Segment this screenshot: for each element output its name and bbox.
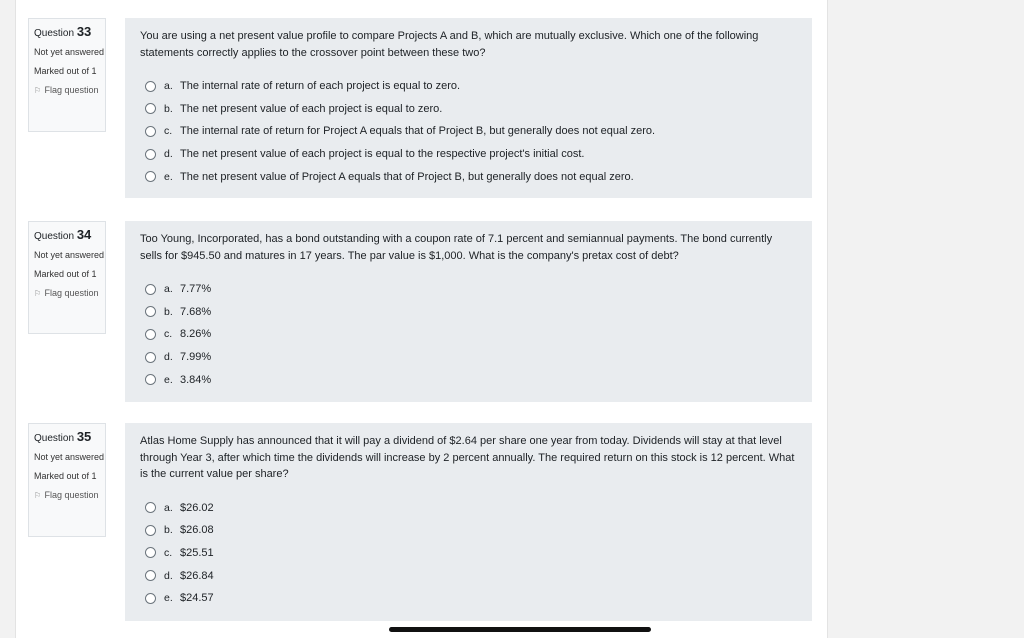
radio-button[interactable] [145,525,156,536]
question-content [125,18,812,198]
answer-options [140,278,797,391]
answer-option[interactable] [145,278,797,301]
question-info [28,221,106,334]
question-grade: Marked out of 1 [34,471,97,481]
answer-option[interactable] [145,519,797,542]
option-letter: d. [164,569,173,582]
option-text: $25.51 [180,546,214,559]
flag-icon: ⚐ [34,491,42,500]
question-number [34,24,105,39]
option-text: The net present value of each project is equal to zero. [180,102,443,115]
flag-label: Flag question [44,288,99,298]
question-text: Too Young, Incorporated, has a bond outstanding with a coupon rate of 7.1 percent and semiannual payments. The bond currently sells for $945.50 and matures in 17 years. The par value is $1,000. What is the company's pretax cost of debt? [140,233,773,262]
option-letter: c. [164,546,173,559]
question-number [34,429,105,444]
flag-question-link[interactable] [34,488,105,503]
radio-button[interactable] [145,329,156,340]
answer-option[interactable] [145,301,797,324]
question-info [28,423,106,537]
flag-question-link[interactable] [34,286,105,301]
option-text: 7.99% [180,351,212,364]
flag-question-link[interactable] [34,83,105,98]
radio-button[interactable] [145,593,156,604]
answer-option[interactable] [145,564,797,587]
question-number-value: 33 [76,24,92,39]
option-letter: d. [164,351,173,364]
answer-option[interactable] [145,75,797,98]
option-text: The internal rate of return of each project is equal to zero. [180,80,461,93]
question-number [34,227,105,242]
radio-button[interactable] [145,171,156,182]
answer-option[interactable] [145,323,797,346]
home-indicator [389,627,651,632]
option-text: 7.68% [180,305,212,318]
answer-option[interactable] [145,368,797,391]
option-text: $26.08 [180,524,214,537]
radio-button[interactable] [145,284,156,295]
option-letter: c. [164,125,173,138]
option-letter: b. [164,524,173,537]
answer-option[interactable] [145,120,797,143]
option-text: The internal rate of return for Project A equals that of Project B, but generally does not equal zero. [180,125,656,138]
question-content [125,423,812,621]
radio-button[interactable] [145,547,156,558]
radio-button[interactable] [145,502,156,513]
answer-options [140,497,797,610]
question-content [125,221,812,402]
answer-option[interactable] [145,98,797,121]
question-state: Not yet answered [34,250,105,260]
radio-button[interactable] [145,570,156,581]
flag-icon: ⚐ [34,86,42,95]
question-state: Not yet answered [34,47,105,57]
question-info [28,18,106,132]
radio-button[interactable] [145,103,156,114]
option-letter: b. [164,102,173,115]
question-label: Question [34,28,75,39]
radio-button[interactable] [145,81,156,92]
question-text: Atlas Home Supply has announced that it will pay a dividend of $2.64 per share one year from today. Dividends will stay at that level through Year 3, after which time the dividends will increase by 2 percent annually. The required return on this stock is 12 percent. What is the current value per share? [140,435,795,480]
quiz-page [15,0,828,638]
radio-button[interactable] [145,306,156,317]
answer-option[interactable] [145,165,797,188]
option-letter: e. [164,373,173,386]
radio-button[interactable] [145,352,156,363]
option-text: 8.26% [180,328,212,341]
answer-option[interactable] [145,497,797,520]
option-letter: d. [164,148,173,161]
flag-label: Flag question [44,490,99,500]
option-letter: e. [164,592,173,605]
question-label: Question [34,433,75,444]
option-text: 7.77% [180,283,212,296]
option-text: $24.57 [180,592,214,605]
answer-option[interactable] [145,346,797,369]
option-letter: a. [164,283,173,296]
option-text: The net present value of each project is equal to the respective project's initial cost. [180,148,585,161]
question-state: Not yet answered [34,452,105,462]
option-letter: a. [164,501,173,514]
question-text: You are using a net present value profile to compare Projects A and B, which are mutually exclusive. Which one of the following statements correctly applies to the crossover point between these two? [140,30,759,59]
option-letter: a. [164,80,173,93]
option-text: 3.84% [180,373,212,386]
radio-button[interactable] [145,126,156,137]
flag-label: Flag question [44,85,99,95]
option-letter: e. [164,170,173,183]
question-label: Question [34,231,75,242]
answer-option[interactable] [145,143,797,166]
option-letter: c. [164,328,173,341]
option-text: The net present value of Project A equals that of Project B, but generally does not equal zero. [180,170,634,183]
radio-button[interactable] [145,374,156,385]
answer-options [140,75,797,188]
answer-option[interactable] [145,542,797,565]
question-number-value: 35 [76,429,92,444]
option-text: $26.02 [180,501,214,514]
flag-icon: ⚐ [34,289,42,298]
answer-option[interactable] [145,587,797,610]
radio-button[interactable] [145,149,156,160]
question-grade: Marked out of 1 [34,269,97,279]
question-grade: Marked out of 1 [34,66,97,76]
option-letter: b. [164,305,173,318]
question-number-value: 34 [76,227,92,242]
option-text: $26.84 [180,569,214,582]
